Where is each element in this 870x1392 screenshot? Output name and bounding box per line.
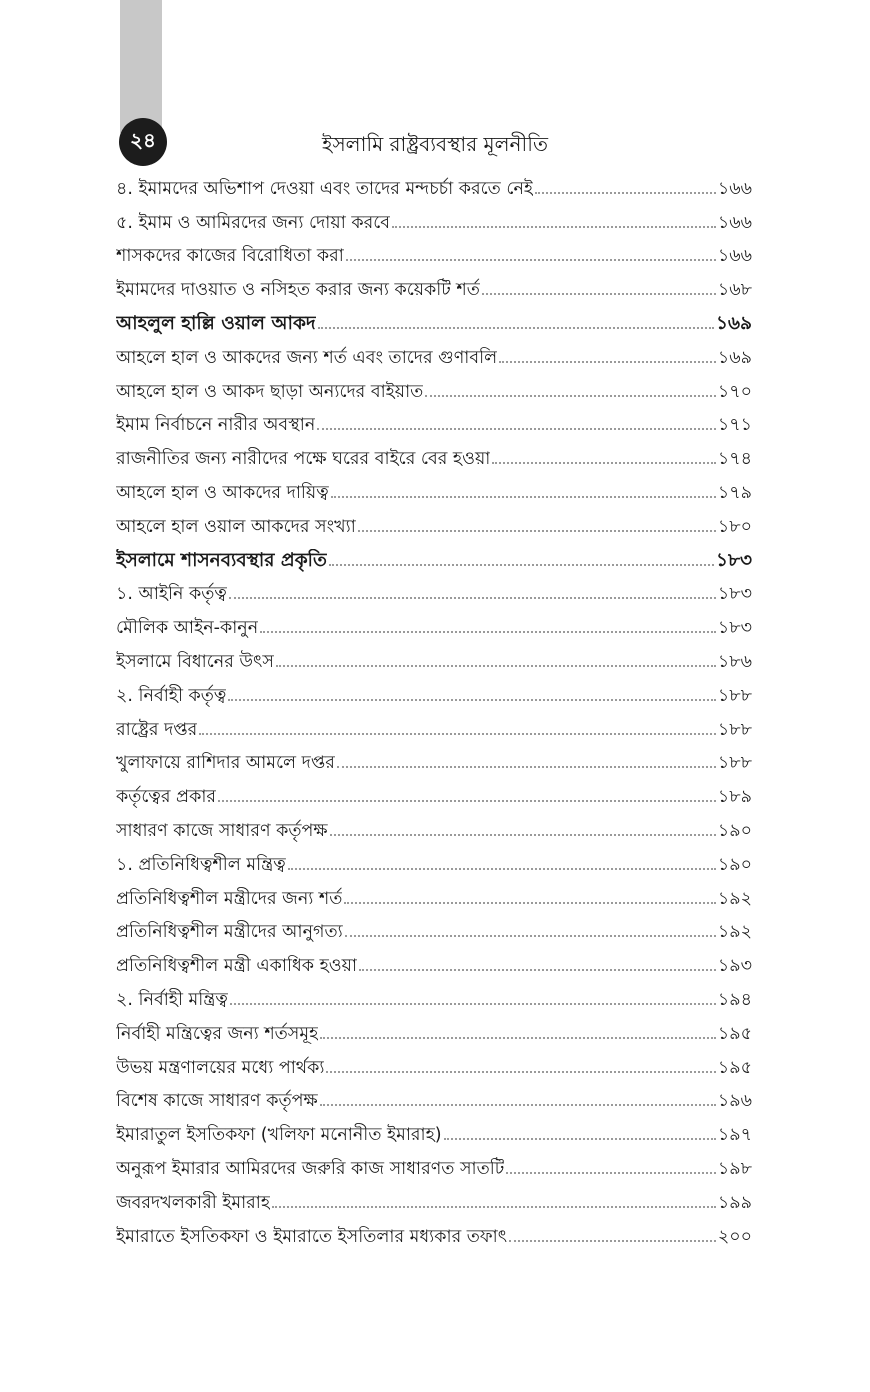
page-number-badge: ২৪ (119, 118, 167, 166)
dot-leader (317, 428, 716, 430)
dot-leader (344, 902, 716, 904)
toc-entry[interactable] (116, 268, 752, 302)
toc-entry-page: ১৯২ (717, 888, 752, 909)
toc-entry-page: ১৭৪ (717, 449, 752, 470)
toc-entry-title: নির্বাহী মন্ত্রিত্বের জন্য শর্তসমূহ (116, 1023, 319, 1044)
dot-leader (320, 1104, 716, 1106)
toc-entry-page: ১৬৬ (717, 178, 752, 199)
dot-leader (318, 327, 714, 329)
toc-entry[interactable] (116, 404, 752, 438)
toc-entry-page: ১৯৮ (717, 1158, 752, 1179)
toc-entry-page: ১৯৫ (717, 1023, 752, 1044)
toc-entry-page: ১৮৩ (715, 549, 752, 571)
toc-entry-page: ১৬৬ (717, 212, 752, 233)
toc-entry-page: ১৬৯ (715, 312, 752, 334)
toc-entry[interactable] (116, 471, 752, 505)
toc-entry-page: ১৯০ (717, 854, 752, 875)
dot-leader (535, 192, 716, 194)
toc-entry-page: ১৯০ (717, 820, 752, 841)
toc-entry[interactable] (116, 573, 752, 607)
toc-entry-page: ১৮৮ (717, 753, 752, 774)
toc-entry[interactable] (116, 606, 752, 640)
toc-entry[interactable] (116, 1046, 752, 1080)
toc-entry-title: অনুরূপ ইমারার আমিরদের জরুরি কাজ সাধারণত সাতটি (116, 1158, 505, 1179)
toc-entry-page: ১৭০ (717, 381, 752, 402)
dot-leader (199, 733, 716, 735)
toc-entry-page: ১৯৬ (717, 1091, 752, 1112)
dot-leader (288, 868, 716, 870)
table-of-contents (116, 167, 752, 1249)
toc-entry-title: ইমাম নির্বাচনে নারীর অবস্থান (116, 415, 316, 436)
toc-entry-page: ১৯৪ (717, 989, 752, 1010)
toc-entry-page: ১৭১ (717, 415, 752, 436)
toc-entry[interactable] (116, 877, 752, 911)
toc-entry-page: ২০০ (717, 1226, 752, 1247)
dot-leader (329, 564, 714, 566)
toc-entry[interactable] (116, 1012, 752, 1046)
toc-entry-title: ২. নির্বাহী কর্তৃত্ব (116, 685, 227, 706)
dot-leader (358, 530, 716, 532)
dot-leader (272, 1206, 716, 1208)
dot-leader (509, 1240, 716, 1242)
toc-entry[interactable] (116, 708, 752, 742)
toc-section-heading[interactable] (116, 302, 752, 336)
dot-leader (506, 1172, 716, 1174)
dot-leader (230, 1003, 716, 1005)
toc-entry[interactable] (116, 505, 752, 539)
toc-entry-title: আহলে হাল ও আকদের দায়িত্ব (116, 482, 329, 503)
dot-leader (482, 293, 716, 295)
toc-entry-title: কর্তৃত্বের প্রকার (116, 787, 217, 808)
dot-leader (392, 226, 716, 228)
toc-entry[interactable] (116, 1113, 752, 1147)
toc-entry-page: ১৯৫ (717, 1057, 752, 1078)
dot-leader (228, 699, 716, 701)
toc-entry[interactable] (116, 640, 752, 674)
toc-entry-title: ১. প্রতিনিধিত্বশীল মন্ত্রিত্ব (116, 854, 286, 875)
toc-entry-page: ১৭৯ (717, 482, 752, 503)
toc-entry[interactable] (116, 1215, 752, 1249)
toc-entry-title: ইমারাতে ইসতিকফা ও ইমারাতে ইসতিলার মধ্যকার তফাৎ (116, 1226, 508, 1247)
dot-leader (337, 766, 716, 768)
toc-entry[interactable] (116, 809, 752, 843)
toc-entry[interactable] (116, 775, 752, 809)
toc-entry-title: আহলে হাল ওয়াল আকদের সংখ্যা (116, 516, 356, 537)
dot-leader (492, 462, 716, 464)
toc-entry[interactable] (116, 437, 752, 471)
toc-entry[interactable] (116, 167, 752, 201)
toc-entry[interactable] (116, 944, 752, 978)
dot-leader (218, 800, 716, 802)
toc-entry-title: ইমামদের দাওয়াত ও নসিহত করার জন্য কয়েকটি শর্ত (116, 280, 480, 301)
toc-entry-title: ২. নির্বাহী মন্ত্রিত্ব (116, 989, 228, 1010)
toc-entry[interactable] (116, 336, 752, 370)
toc-entry[interactable] (116, 978, 752, 1012)
toc-entry-page: ১৮৬ (717, 651, 752, 672)
toc-entry-title: আহলে হাল ও আকদ ছাড়া অন্যদের বাইয়াত (116, 381, 424, 402)
toc-entry-title: রাষ্ট্রের দপ্তর (116, 719, 198, 740)
toc-entry-title: ইসলামে শাসনব্যবস্থার প্রকৃতি (116, 549, 327, 571)
page-edge-tab (120, 0, 162, 133)
toc-entry-title: আহলুল হাল্লি ওয়াল আকদ (116, 312, 316, 334)
toc-entry[interactable] (116, 1147, 752, 1181)
dot-leader (359, 969, 716, 971)
toc-entry-page: ১৮৯ (717, 787, 752, 808)
toc-entry-title: জবরদখলকারী ইমারাহ (116, 1192, 271, 1213)
toc-entry-page: ১৬৯ (717, 347, 752, 368)
dot-leader (229, 597, 716, 599)
toc-entry-title: ৫. ইমাম ও আমিরদের জন্য দোয়া করবে (116, 212, 390, 233)
dot-leader (320, 1037, 716, 1039)
dot-leader (276, 665, 716, 667)
toc-entry-title: রাজনীতির জন্য নারীদের পক্ষে ঘরের বাইরে বের হওয়া (116, 449, 491, 470)
toc-entry[interactable] (116, 235, 752, 269)
toc-entry-page: ১৮৩ (717, 584, 752, 605)
toc-entry[interactable] (116, 911, 752, 945)
dot-leader (326, 1071, 715, 1073)
toc-entry-title: ইমারাতুল ইসতিকফা (খলিফা মনোনীত ইমারাহ) (116, 1125, 442, 1146)
toc-entry-page: ১৯৭ (717, 1125, 752, 1146)
toc-entry-page: ১৯৯ (717, 1192, 752, 1213)
dot-leader (345, 935, 716, 937)
toc-entry-page: ১৬৮ (717, 280, 752, 301)
dot-leader (425, 395, 716, 397)
toc-entry-title: উভয় মন্ত্রণালয়ের মধ্যে পার্থক্য (116, 1057, 325, 1078)
toc-entry-page: ১৮৮ (717, 719, 752, 740)
toc-entry-title: প্রতিনিধিত্বশীল মন্ত্রীদের জন্য শর্ত (116, 888, 343, 909)
toc-entry-page: ১৬৬ (717, 246, 752, 267)
running-head: ইসলামি রাষ্ট্রব্যবস্থার মূলনীতি (322, 132, 548, 156)
toc-entry-title: সাধারণ কাজে সাধারণ কর্তৃপক্ষ (116, 820, 328, 841)
toc-entry[interactable] (116, 201, 752, 235)
dot-leader (330, 834, 716, 836)
toc-entry[interactable] (116, 1181, 752, 1215)
toc-entry[interactable] (116, 370, 752, 404)
toc-entry[interactable] (116, 674, 752, 708)
toc-entry[interactable] (116, 843, 752, 877)
toc-entry[interactable] (116, 1080, 752, 1114)
toc-entry-title: প্রতিনিধিত্বশীল মন্ত্রী একাধিক হওয়া (116, 956, 358, 977)
dot-leader (346, 259, 716, 261)
toc-entry-page: ১৮৮ (717, 685, 752, 706)
toc-entry-title: প্রতিনিধিত্বশীল মন্ত্রীদের আনুগত্য (116, 922, 343, 943)
toc-entry-page: ১৯৩ (717, 956, 752, 977)
toc-entry-title: শাসকদের কাজের বিরোধিতা করা (116, 246, 344, 267)
toc-entry-title: ইসলামে বিধানের উৎস (116, 651, 274, 672)
toc-entry-title: খুলাফায়ে রাশিদার আমলে দপ্তর (116, 753, 335, 774)
toc-entry-title: মৌলিক আইন-কানুন (116, 618, 259, 639)
toc-entry-title: ১. আইনি কর্তৃত্ব (116, 584, 227, 605)
toc-entry-page: ১৮০ (717, 516, 752, 537)
dot-leader (499, 361, 716, 363)
toc-entry-title: আহলে হাল ও আকদের জন্য শর্ত এবং তাদের গুণাবলি (116, 347, 498, 368)
toc-entry-page: ১৯২ (717, 922, 752, 943)
toc-entry[interactable] (116, 742, 752, 776)
toc-section-heading[interactable] (116, 539, 752, 573)
toc-entry-title: ৪. ইমামদের অভিশাপ দেওয়া এবং তাদের মন্দচর্চা করতে নেই (116, 178, 533, 199)
toc-entry-title: বিশেষ কাজে সাধারণ কর্তৃপক্ষ (116, 1091, 318, 1112)
dot-leader (260, 631, 716, 633)
dot-leader (444, 1138, 716, 1140)
dot-leader (331, 496, 716, 498)
toc-entry-page: ১৮৩ (717, 618, 752, 639)
